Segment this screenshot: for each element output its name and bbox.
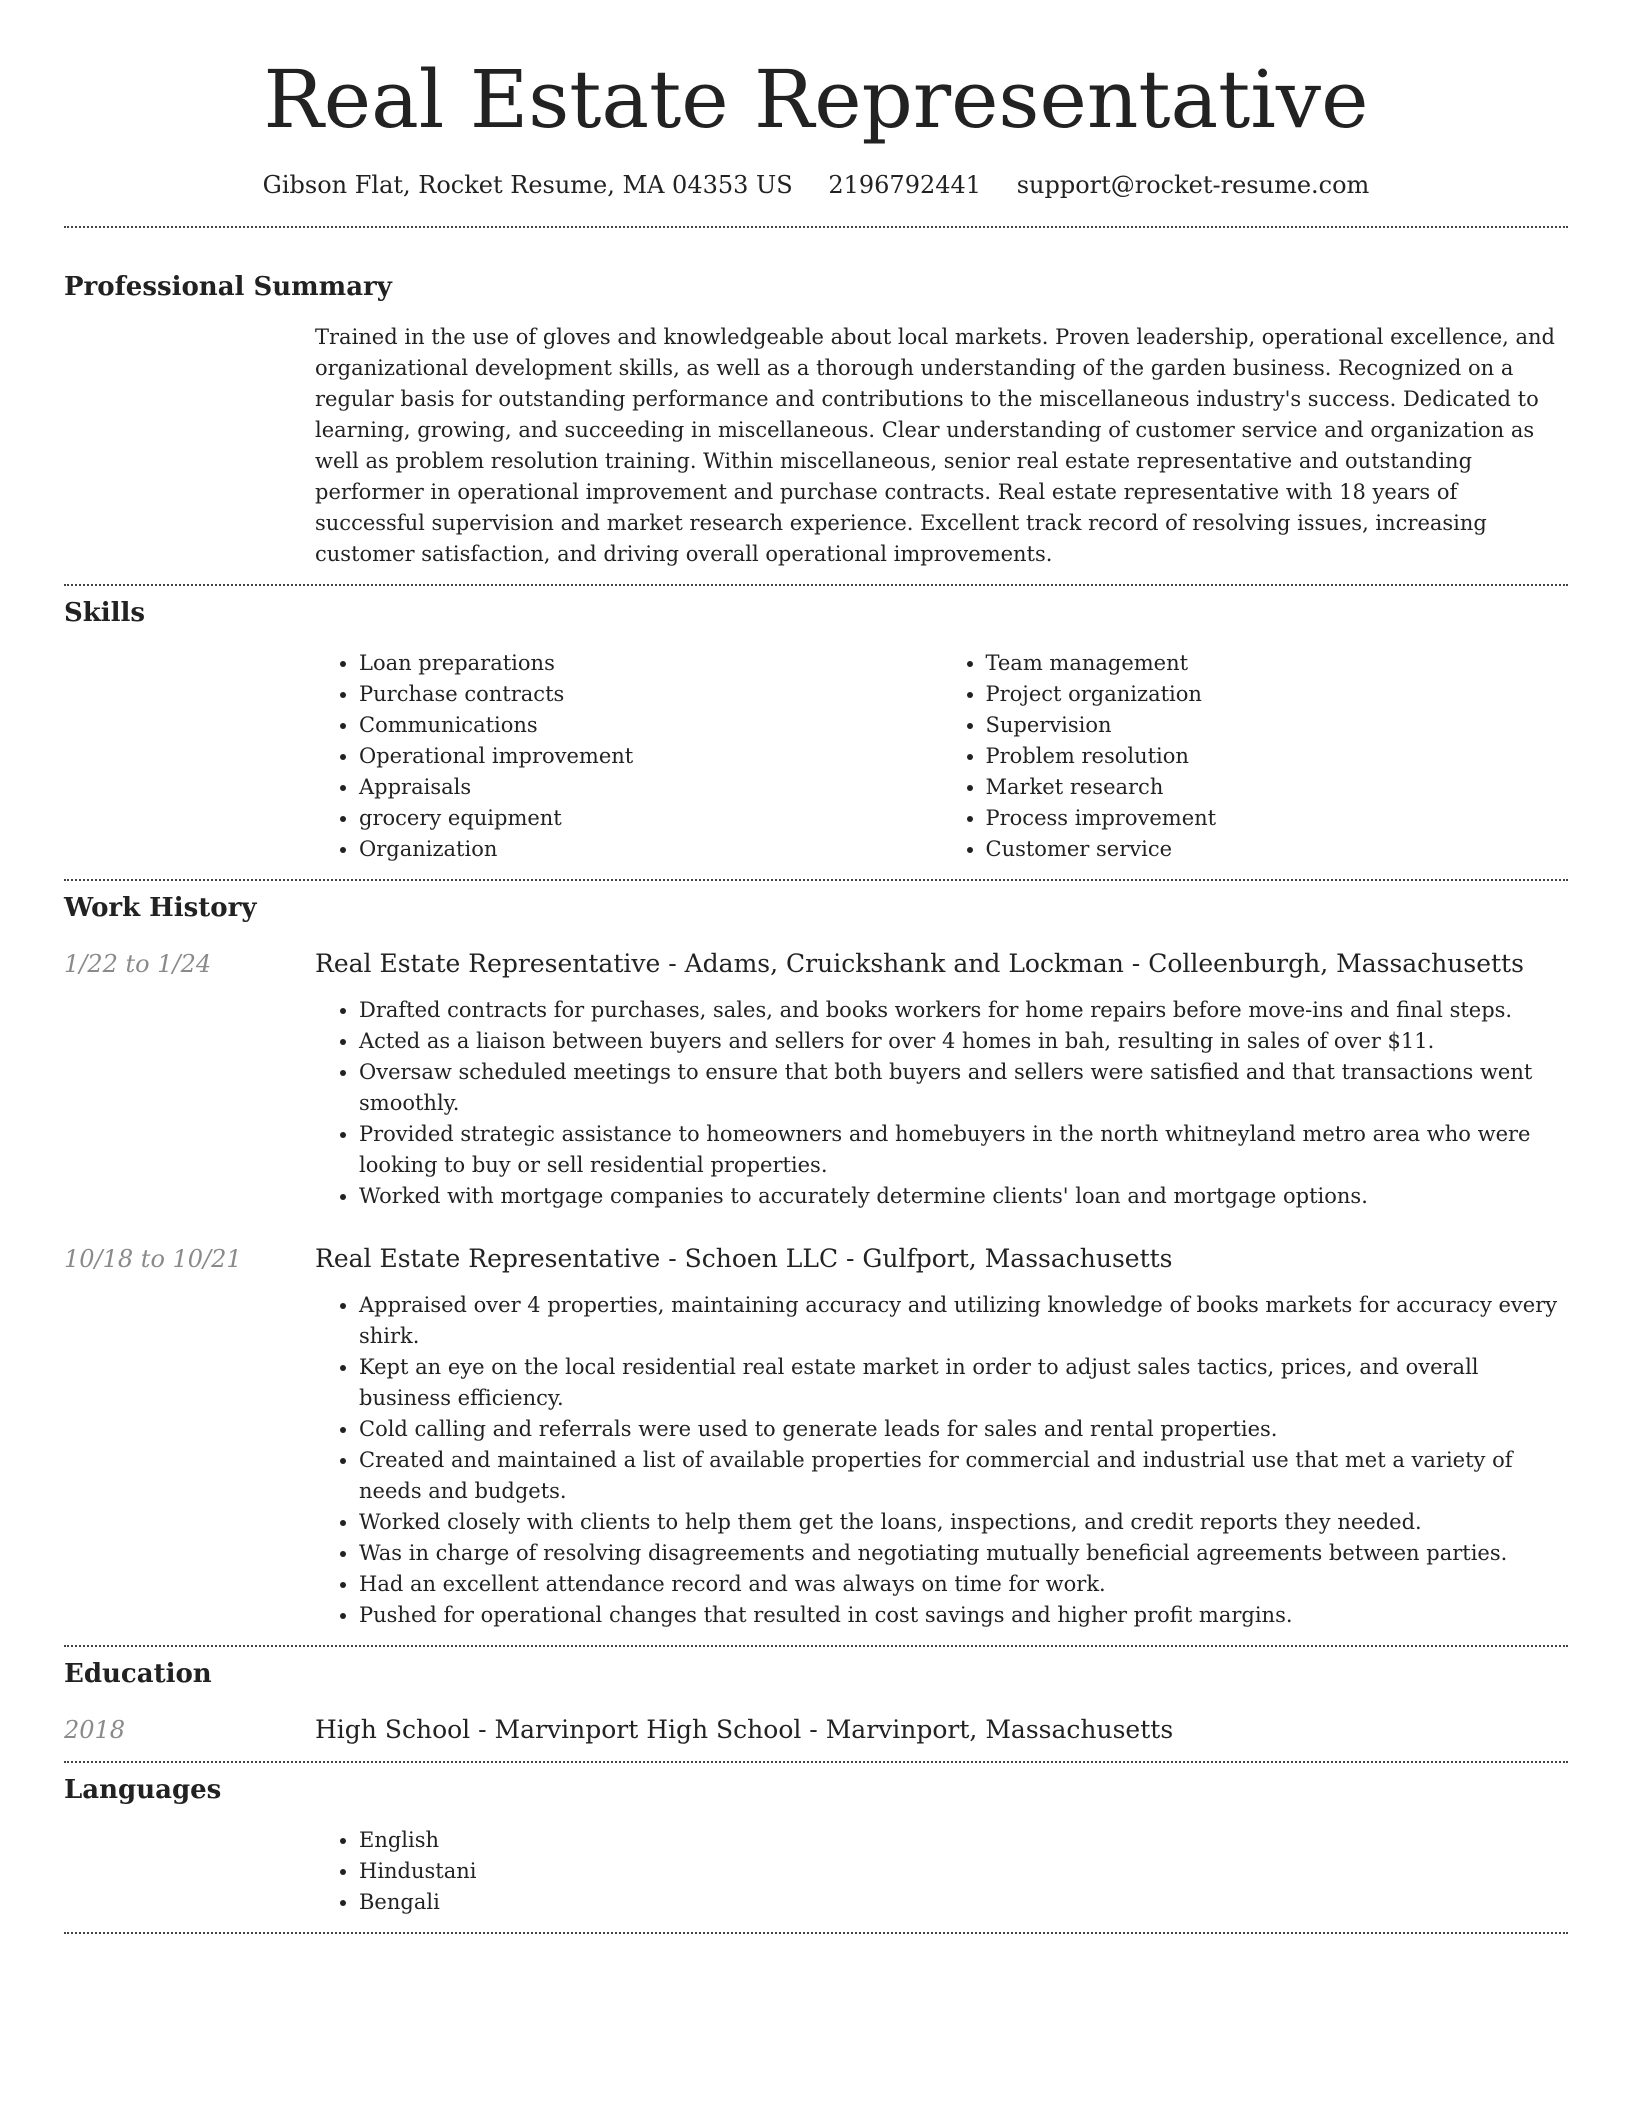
languages-list — [315, 1825, 1568, 1918]
skills-column-left — [315, 648, 942, 865]
language-item: • English — [359, 1825, 1568, 1856]
job-bullet: • Provided strategic assistance to homeowners and homebuyers in the north whitneyland metro area who were looking to buy or sell residential properties. — [359, 1119, 1568, 1181]
job-bullets — [315, 1290, 1568, 1631]
divider — [64, 1932, 1568, 1934]
job-bullet: • Worked with mortgage companies to accurately determine clients' loan and mortgage options. — [359, 1181, 1568, 1212]
job-bullet: • Had an excellent attendance record and was always on time for work. — [359, 1569, 1568, 1600]
summary-text: Trained in the use of gloves and knowledgeable about local markets. Proven leadership, operational excellence, and organizational development skills, as well as a thorough understanding of the garden business. Recognized on a regular basis for outstanding performance and contributions to the miscellaneous industry's success. Dedicated to learning, growing, and succeeding in miscellaneous. Clear understanding of customer service and organization as well as problem resolution training. Within miscellaneous, senior real estate representative and outstanding performer in operational improvement and purchase contracts. Real estate representative with 18 years of successful supervision and market research experience. Excellent track record of resolving issues, increasing customer satisfaction, and driving overall operational improvements. — [315, 325, 1555, 566]
skills-list — [315, 648, 1568, 865]
work-heading: Work History — [64, 893, 257, 923]
job-dates: 10/18 to 10/21 — [64, 1245, 242, 1273]
job-bullet: • Drafted contracts for purchases, sales, and books workers for home repairs before move-ins and final steps. — [359, 995, 1568, 1026]
job-details — [315, 995, 1568, 1212]
job-title: Real Estate Representative - Adams, Cruickshank and Lockman - Colleenburgh, Massachusetts — [315, 949, 1524, 978]
skill-item: • Customer service — [986, 834, 1569, 865]
skill-item: • Market research — [986, 772, 1569, 803]
job-header — [64, 947, 1568, 981]
job-title: Real Estate Representative - Schoen LLC - Gulfport, Massachusetts — [315, 1244, 1173, 1273]
skills-column-right — [942, 648, 1569, 865]
summary-body — [315, 322, 1568, 570]
job-bullet: • Appraised over 4 properties, maintaining accuracy and utilizing knowledge of books markets for accuracy every shirk. — [359, 1290, 1568, 1352]
job-bullet: • Created and maintained a list of available properties for commercial and industrial use that met a variety of needs and budgets. — [359, 1445, 1568, 1507]
contact-line — [64, 168, 1568, 202]
language-item: • Hindustani — [359, 1856, 1568, 1887]
skill-item: • Organization — [359, 834, 942, 865]
contact-phone: 2196792441 — [828, 171, 982, 199]
candidate-name: Real Estate Representative — [263, 53, 1369, 146]
skill-item: • Communications — [359, 710, 942, 741]
divider — [64, 1645, 1568, 1647]
skill-item: • Team management — [986, 648, 1569, 679]
job-bullet: • Kept an eye on the local residential real estate market in order to adjust sales tactics, prices, and overall business efficiency. — [359, 1352, 1568, 1414]
divider — [64, 1761, 1568, 1763]
job-bullet: • Was in charge of resolving disagreements and negotiating mutually beneficial agreements between parties. — [359, 1538, 1568, 1569]
languages-heading: Languages — [64, 1775, 222, 1805]
job-bullet: • Oversaw scheduled meetings to ensure that both buyers and sellers were satisfied and that transactions went smoothly. — [359, 1057, 1568, 1119]
skill-item: • Project organization — [986, 679, 1569, 710]
skills-heading: Skills — [64, 598, 146, 628]
skill-item: • Supervision — [986, 710, 1569, 741]
divider — [64, 584, 1568, 586]
job-bullet: • Pushed for operational changes that resulted in cost savings and higher profit margins. — [359, 1600, 1568, 1631]
summary-heading: Professional Summary — [64, 272, 392, 302]
job-bullet: • Cold calling and referrals were used to generate leads for sales and rental properties. — [359, 1414, 1568, 1445]
skill-item: • Operational improvement — [359, 741, 942, 772]
resume-page — [64, 0, 1568, 1934]
skill-item: • Process improvement — [986, 803, 1569, 834]
education-heading: Education — [64, 1659, 212, 1689]
education-degree: High School - Marvinport High School - Marvinport, Massachusetts — [315, 1715, 1174, 1744]
skill-item: • Loan preparations — [359, 648, 942, 679]
skill-item: • Problem resolution — [986, 741, 1569, 772]
language-item: • Bengali — [359, 1887, 1568, 1918]
skill-item: • Purchase contracts — [359, 679, 942, 710]
divider — [64, 226, 1568, 228]
education-entry — [64, 1713, 1568, 1747]
skill-item: • grocery equipment — [359, 803, 942, 834]
resume-header — [64, 0, 1568, 202]
job-bullet: • Worked closely with clients to help them get the loans, inspections, and credit reports they needed. — [359, 1507, 1568, 1538]
job-bullets — [315, 995, 1568, 1212]
contact-address: Gibson Flat, Rocket Resume, MA 04353 US — [262, 171, 793, 199]
education-year: 2018 — [64, 1716, 126, 1744]
job-bullet: • Acted as a liaison between buyers and sellers for over 4 homes in bah, resulting in sales of over $11. — [359, 1026, 1568, 1057]
skill-item: • Appraisals — [359, 772, 942, 803]
languages-body — [315, 1825, 1568, 1918]
divider — [64, 879, 1568, 881]
job-details — [315, 1290, 1568, 1631]
job-header — [64, 1242, 1568, 1276]
job-dates: 1/22 to 1/24 — [64, 950, 212, 978]
contact-email: support@rocket-resume.com — [1016, 171, 1370, 199]
